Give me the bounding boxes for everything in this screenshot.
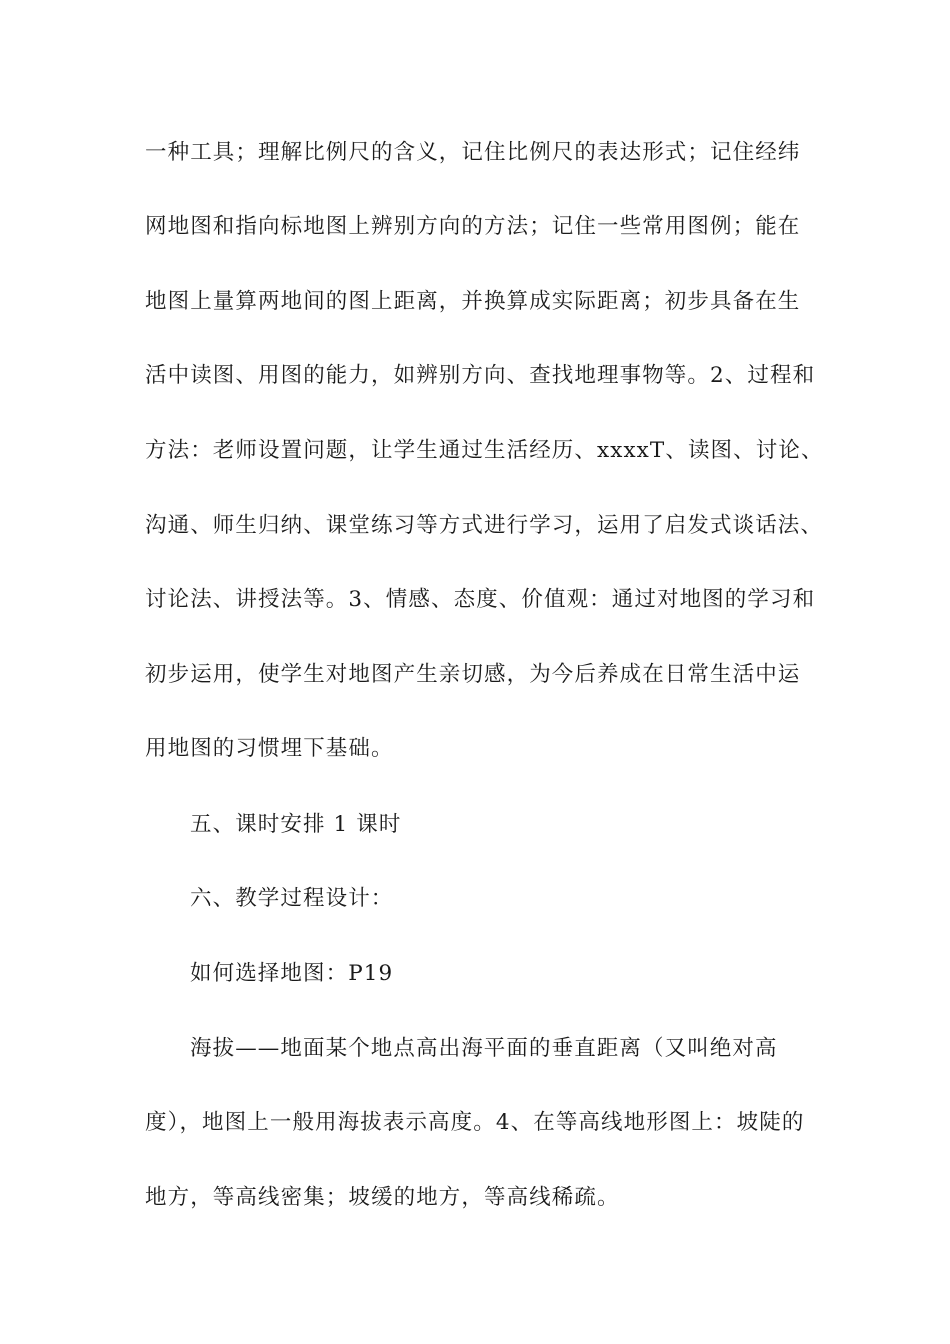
text-line: 网地图和指向标地图上辨别方向的方法；记住一些常用图例；能在 (145, 214, 801, 239)
text-line: 地方，等高线密集；坡缓的地方，等高线稀疏。 (145, 1185, 620, 1210)
text-line: 一种工具；理解比例尺的含义，记住比例尺的表达形式；记住经纬 (145, 140, 801, 165)
text-line: 沟通、师生归纳、课堂练习等方式进行学习，运用了启发式谈话法、 (145, 513, 824, 538)
text-line: 讨论法、讲授法等。3、情感、态度、价值观：通过对地图的学习和 (145, 587, 816, 612)
text-line: 地图上量算两地间的图上距离，并换算成实际距离；初步具备在生 (145, 289, 801, 314)
text-line: 初步运用，使学生对地图产生亲切感，为今后养成在日常生活中运 (145, 662, 801, 687)
text-line: 用地图的习惯埋下基础。 (145, 736, 394, 761)
section-heading-process: 六、教学过程设计： (190, 886, 394, 911)
text-line: 方法：老师设置问题，让学生通过生活经历、xxxxT、读图、讨论、 (145, 438, 824, 463)
text-line: 如何选择地图：P19 (190, 961, 394, 986)
text-line: 活中读图、用图的能力，如辨别方向、查找地理事物等。2、过程和 (145, 363, 816, 388)
text-line: 度），地图上一般用海拔表示高度。4、在等高线地形图上：坡陡的 (145, 1110, 805, 1135)
section-heading-schedule: 五、课时安排 1 课时 (190, 812, 402, 837)
text-line: 海拔——地面某个地点高出海平面的垂直距离（又叫绝对高 (190, 1036, 778, 1061)
